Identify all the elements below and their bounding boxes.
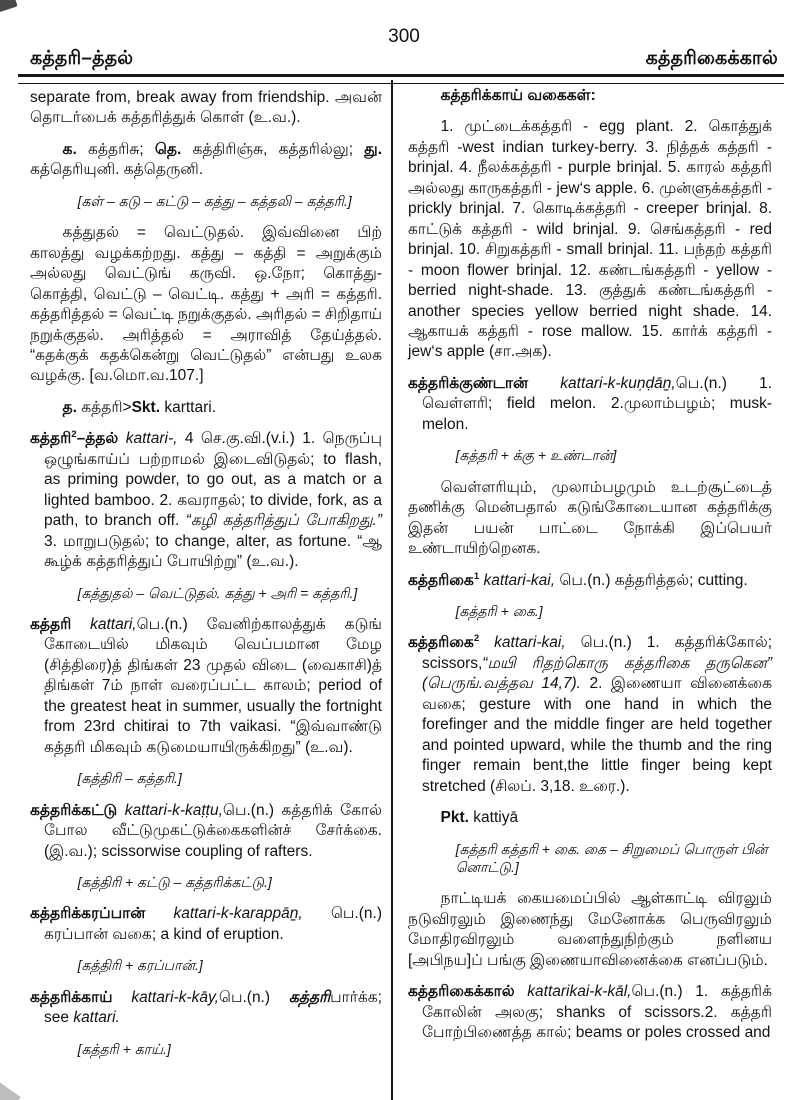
text-segment: பார்க்க; see [44,988,382,1027]
text-segment: தெ. [154,140,193,158]
text-segment: 2 [473,633,480,645]
entry-kattari-k-kundan [408,374,772,435]
text-segment: kattari-k-kaṭṭu, [124,801,223,819]
etymology-line [456,840,772,877]
text-segment: 1. முட்டைக்கத்தரி - egg plant. 2. கொத்துக் கத்தரி -west indian turkey-berry. 3. நித்தக் கத்தரி - brinjal. 4. நீலக்கத்தரி - purple brinjal. 5. காரல் கத்தரி அல்லது காருகத்தரி - jew‘s apple. 6. முன்ளுக்கத்தரி - prickly brinjal. 7. கொடிக்கத்தரி - creeper brinjal. 8. காட்டுக் கத்தரி - wild brinjal. 9. செங்கத்தரி - red brinjal. 10. சிறுகத்தரி - small brinjal. 11. பந்தற் கத்தரி - moon flower brinjal. 12. கண்டங்கத்தரி - yellow -berried night-shade. 13. குத்துக் கண்டங்கத்தரி - another species yellow berried night shade. 14. ஆகாயக் கத்தரி - rose mallow. 15. கார்க் கத்தரி - jew‘s apple (சா.அக). [408,118,772,361]
text-segment: kattari-kai, [494,634,566,652]
text-segment: Pkt. [440,809,474,827]
dance-gesture-explanation [408,889,772,971]
etymology-line [78,956,382,974]
text-segment: kattari-k-kuṇḍāṉ, [560,374,676,392]
text-segment: பெ.(n.) [218,988,289,1006]
sanskrit-note [30,398,382,418]
text-segment: த. [62,398,82,416]
text-segment: கத்தரிகை [408,571,474,589]
text-segment: நாட்டியக் கையமைப்பில் ஆள்காட்டி விரலும் நடுவிரலும் இணைந்து மேனோக்க பெருவிரலும் மோதிரவிரலும் வளைந்துநிற்கும் நளினய [அபிநய]ப் பங்கு இணையாவினைக்கை எனப்படும். [408,890,772,969]
etymology-line [78,873,382,891]
prakrit-note [408,808,772,828]
etymology-line [456,602,772,620]
text-segment: Skt. [131,398,165,416]
text-segment: kattari-kai, [483,571,556,589]
text-segment: –த்தல் [76,430,126,448]
text-segment: கத்தரி> [81,398,132,416]
text-segment: கத்தெரியுனி. கத்தெருனி. [30,161,204,179]
etymology-line [78,1040,382,1058]
text-segment: கத்தரி [288,988,331,1006]
text-segment: [கத்தரி கத்தரி + கை. கை – சிறுமைப் பொருள் பின் னொட்டு.] [455,840,768,875]
text-segment: karttari. [164,398,217,416]
guide-word-right: கத்தரிகைக்கால் [645,48,778,69]
scan-smudge-topleft [0,0,18,13]
text-segment: கத்தரிகைக்கால் [408,983,528,1001]
text-segment: 4 செ.கு.வி.(v.i.) 1. நெருப்பு ஒழுங்காய்ப் பற்றாமல் இடைவிடுதல்; to flash, as priming powder, to go out, as a match or a lighted bamboo. 2. கவராதல்; to divide, fork, as a path, to branch off. [44,430,382,530]
varieties-heading [408,86,772,106]
text-segment: வெள்ளரியும், முலாம்பழமும் உடற்சூட்டைத் தணிக்கு மென்பதால் கடுங்கோடையான கத்தரிக்கு இதன் பயன் பாட்டை நோக்கி இப்பெயர் உண்டாயிற்றெனக. [408,478,772,558]
text-segment: [கத்தரி + க்கு + உண்டான்] [455,447,617,464]
text-segment: kattiyā [473,809,519,827]
text-segment: பெ.(n.) வேனிற்காலத்துக் கடுங் கோடையில் மிகவும் வெப்பமான மேழ (சித்திரை)த் திங்கள் 23 முதல் விடை (வைகாசி)த் திங்கள் 7ம் நாள் வரைப்பட்ட காலம்; period of the greatest heat in summer, usually the fortnight from 23rd chitirai to 7th vaikasi. “இவ்வாண்டு கத்தரி மிகவும் கடுமையாயிருக்கிறது” (உ.வ). [44,616,382,756]
scan-smudge-bottomleft [0,1082,21,1100]
entry-kattarikai-k-kal [408,982,772,1043]
text-segment: kattari-k-kāy, [131,988,219,1006]
text-segment: க. [62,140,88,158]
text-segment: பெ.(n.) 1. வெள்ளரி; field melon. 2.முலாம்பழம்; musk-melon. [422,374,773,433]
etymology-line [78,584,382,602]
entry-kattari-k-kay [30,988,382,1029]
text-segment: “கழி கத்தரித்துப் போகிறது.” [185,512,383,530]
text-segment: [கள் – கடு – கட்டு – கத்து – கத்தலி – கத்தரி.] [77,192,352,209]
guide-word-left: கத்தரி–த்தல் [30,48,134,69]
text-segment: பெ.(n.) கத்தரித்தல்; cutting. [555,571,748,589]
text-segment: கத்தரி [30,616,91,633]
text-segment: பெ.(n.) 1. கத்தரிக் கோலின் அலகு; shanks of scissors.2. கத்தரி போற்பிணைத்த கால்; beams or poles crossed and [422,983,772,1042]
text-segment: kattari-k-karappāṉ, [173,905,303,923]
entry-kattarikai-2 [408,633,772,797]
text-segment: kattarikai-k-kāl, [527,983,632,1001]
text-segment: கத்தரிக்கட்டு [30,801,125,819]
text-segment: 2 [71,429,77,441]
text-segment: கத்தரிசு; [87,140,155,158]
text-segment: கத்தரி [30,430,72,448]
text-segment: kattari. [73,1009,120,1027]
text-segment: 3. மாறுபடுதல்; to change, alter, as fortune. “ஆ கூழ்க் கத்தரித்துப் போயிற்று” (உ.வ.). [44,532,382,571]
text-segment: கத்தரிக்காய் வகைகள்: [440,87,596,104]
text-segment: [கத்திரி + கட்டு – கத்தரிக்கட்டு.] [77,874,272,890]
text-segment: கத்துதல் = வெட்டுதல். இவ்வினை பிற் காலத்து வழக்கற்றது. கத்து – கத்தி = அறுக்கும் அல்லது வெட்டுங் கருவி. ஒ.நோ; கொத்து-கொத்தி, வெட்டு – வெட்டி. கத்து + அரி = கத்தரி. கத்தரித்தல் = வெட்டி நறுக்குதல். அரிதல் = சிறிதாய் நறுக்குதல். அரித்தல் = அராவித் தேய்த்தல். “கதக்குக் கதக்கென்று வெட்டுதல்” என்பது உலக வழக்கு. [வ.மொ.வ.107.] [30,224,382,385]
etymology-line [78,192,382,210]
page-header [30,26,778,72]
text-segment: [கத்தரி + கை.] [455,602,543,619]
text-segment: கத்தரிக்குண்டான் [408,374,561,392]
varieties-list [408,117,772,362]
text-segment: கத்தரிகை [408,634,474,652]
text-segment: து. [364,140,382,158]
text-segment: பெ.(n.) 1. கத்தரிக்கோல்; scissors, [422,634,772,672]
right-column [408,86,772,1055]
text-segment: 2. இணையா வினைக்கை வகை; gesture with one hand in which the forefinger and the middle finger are held together and pointed upward, while the thumb and the ring finger remain bent,the little finger being kept stretched (சிலப். 3,18. உரை.). [422,675,773,795]
page-number: 300 [388,26,420,47]
text-segment: பெ.(n.) கத்தரிக் கோல் போல வீட்டுமுகட்டுக்கைகளின்ச் சேர்க்கை. (இ.வ.); scissorwise coupling of rafters. [44,801,382,860]
text-segment: “மயி ரிதற்கொரு கத்தரிகை தருகென” (பெருங்.வத்தவ 14,7). [422,654,772,693]
text-segment: [கத்திரி – கத்தரி.] [77,770,182,787]
text-segment: [கத்தரி + காய்.] [77,1040,171,1057]
text-segment: 1 [473,570,480,582]
derivation-paragraph [30,223,382,387]
text-segment: kattari, [90,616,137,633]
text-segment: separate from, break away from friendship. அவன் தொடர்பைக் கத்தரித்துக் கொள் (உ.வ.). [30,89,382,127]
text-segment: கத்தரிக்காய் [30,988,132,1006]
text-segment: kattari-, [125,430,178,448]
column-divider [391,80,393,1100]
header-rule [18,74,784,84]
left-column [30,88,382,1071]
cognates-paragraph [30,140,382,181]
entry-kattari-ttal [30,429,382,572]
continuation-paragraph [30,88,382,129]
text-segment: கத்தரிக்கரப்பான் [30,905,174,923]
text-segment: [கத்திரி + கரப்பான்.] [77,957,203,974]
entry-kattari-k-kattu [30,801,382,862]
etymology-line [456,446,772,464]
text-segment: [கத்துதல் – வெட்டுதல். கத்து + அரி = கத்தரி.] [77,584,358,601]
entry-kattarikai-1 [408,571,772,591]
text-segment: பெ.(n.) கரப்பான் வகை; a kind of eruption. [44,905,382,943]
text-segment [479,634,494,651]
text-segment: கத்திரிஞ்சு, கத்தரில்லு; [192,140,365,158]
entry-kattari-k-karappan [30,904,382,945]
etymology-line [78,769,382,787]
entry-kattari [30,615,382,758]
kundan-explanation [408,478,772,560]
